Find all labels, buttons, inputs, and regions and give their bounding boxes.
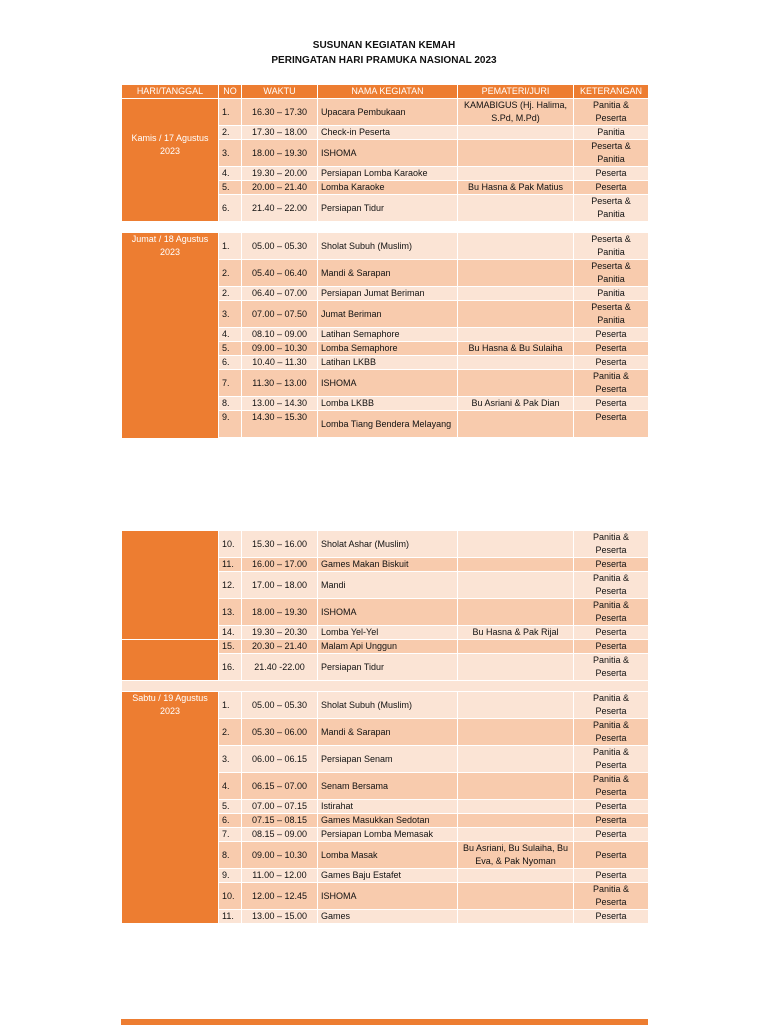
cell-waktu: 16.00 – 17.00: [242, 558, 318, 572]
cell-no: 2.: [219, 287, 242, 301]
schedule-table-page-2: [121, 530, 649, 924]
header-nama-kegiatan: NAMA KEGIATAN: [318, 85, 458, 99]
cell-waktu: 14.30 – 15.30: [242, 411, 318, 438]
cell-keterangan: Peserta & Panitia: [574, 260, 649, 287]
table-row: [122, 233, 649, 260]
cell-no: 9.: [219, 869, 242, 883]
cell-waktu: 11.30 – 13.00: [242, 370, 318, 397]
cell-pemateri: [458, 558, 574, 572]
cell-pemateri: [458, 140, 574, 167]
cell-keterangan: Panitia & Peserta: [574, 531, 649, 558]
cell-no: 1.: [219, 692, 242, 719]
cell-pemateri: Bu Hasna & Bu Sulaiha: [458, 342, 574, 356]
cell-no: 7.: [219, 828, 242, 842]
cell-pemateri: KAMABIGUS (Hj. Halima, S.Pd, M.Pd): [458, 99, 574, 126]
cell-waktu: 05.00 – 05.30: [242, 692, 318, 719]
cell-keterangan: Panitia & Peserta: [574, 883, 649, 910]
cell-kegiatan: Persiapan Lomba Memasak: [318, 828, 458, 842]
cell-pemateri: [458, 370, 574, 397]
cell-kegiatan: Persiapan Tidur: [318, 654, 458, 681]
cell-waktu: 15.30 – 16.00: [242, 531, 318, 558]
cell-kegiatan: Lomba Masak: [318, 842, 458, 869]
cell-pemateri: [458, 599, 574, 626]
cell-keterangan: Panitia & Peserta: [574, 773, 649, 800]
cell-kegiatan: Mandi: [318, 572, 458, 599]
day-cell-jumat-continued-2: [122, 640, 219, 681]
header-no: NO: [219, 85, 242, 99]
cell-pemateri: [458, 910, 574, 924]
cell-waktu: 06.40 – 07.00: [242, 287, 318, 301]
cell-waktu: 19.30 – 20.00: [242, 167, 318, 181]
cell-waktu: 20.00 – 21.40: [242, 181, 318, 195]
cell-keterangan: Peserta: [574, 626, 649, 640]
cell-kegiatan: Persiapan Jumat Beriman: [318, 287, 458, 301]
header-keterangan: KETERANGAN: [574, 85, 649, 99]
cell-no: 4.: [219, 328, 242, 342]
cell-keterangan: Peserta: [574, 181, 649, 195]
cell-waktu: 17.30 – 18.00: [242, 126, 318, 140]
cell-no: 4.: [219, 167, 242, 181]
cell-no: 10.: [219, 883, 242, 910]
cell-waktu: 06.15 – 07.00: [242, 773, 318, 800]
cell-kegiatan: Sholat Subuh (Muslim): [318, 692, 458, 719]
cell-no: 3.: [219, 140, 242, 167]
cell-no: 5.: [219, 181, 242, 195]
table-row: [122, 531, 649, 558]
cell-no: 1.: [219, 233, 242, 260]
cell-no: 14.: [219, 626, 242, 640]
cell-waktu: 05.00 – 05.30: [242, 233, 318, 260]
cell-pemateri: [458, 287, 574, 301]
cell-keterangan: Peserta & Panitia: [574, 301, 649, 328]
table-row: [122, 99, 649, 126]
cell-pemateri: [458, 572, 574, 599]
cell-waktu: 07.00 – 07.15: [242, 800, 318, 814]
cell-pemateri: [458, 195, 574, 222]
cell-keterangan: Peserta & Panitia: [574, 140, 649, 167]
cell-keterangan: Peserta: [574, 910, 649, 924]
cell-no: 10.: [219, 531, 242, 558]
cell-pemateri: [458, 883, 574, 910]
cell-waktu: 13.00 – 14.30: [242, 397, 318, 411]
cell-keterangan: Peserta: [574, 842, 649, 869]
cell-pemateri: [458, 773, 574, 800]
cell-kegiatan: Persiapan Tidur: [318, 195, 458, 222]
cell-kegiatan: Lomba LKBB: [318, 397, 458, 411]
cell-waktu: 19.30 – 20.30: [242, 626, 318, 640]
cell-pemateri: [458, 869, 574, 883]
cell-waktu: 09.00 – 10.30: [242, 342, 318, 356]
cell-pemateri: [458, 233, 574, 260]
cell-kegiatan: Lomba Tiang Bendera Melayang: [318, 411, 458, 438]
cell-keterangan: Peserta: [574, 411, 649, 438]
day-cell-jumat-continued: [122, 531, 219, 640]
cell-keterangan: Panitia & Peserta: [574, 370, 649, 397]
table-header-row: [122, 85, 649, 99]
cell-no: 15.: [219, 640, 242, 654]
cell-pemateri: [458, 356, 574, 370]
day-cell-jumat: Jumat / 18 Agustus 2023: [122, 233, 219, 439]
cell-pemateri: [458, 800, 574, 814]
schedule-table-page-1: [121, 84, 649, 439]
cell-pemateri: [458, 719, 574, 746]
cell-kegiatan: Upacara Pembukaan: [318, 99, 458, 126]
cell-waktu: 08.15 – 09.00: [242, 828, 318, 842]
cell-kegiatan: Games: [318, 910, 458, 924]
cell-kegiatan: Mandi & Sarapan: [318, 260, 458, 287]
cell-waktu: 12.00 – 12.45: [242, 883, 318, 910]
cell-keterangan: Peserta: [574, 356, 649, 370]
cell-no: 2.: [219, 719, 242, 746]
cell-no: 3.: [219, 746, 242, 773]
cell-kegiatan: ISHOMA: [318, 370, 458, 397]
cell-kegiatan: Games Masukkan Sedotan: [318, 814, 458, 828]
cell-pemateri: [458, 126, 574, 140]
cell-pemateri: Bu Asriani, Bu Sulaiha, Bu Eva, & Pak Nyoman: [458, 842, 574, 869]
cell-kegiatan: Games Baju Estafet: [318, 869, 458, 883]
cell-no: 7.: [219, 370, 242, 397]
cell-kegiatan: ISHOMA: [318, 883, 458, 910]
cell-pemateri: [458, 654, 574, 681]
next-page-table-edge: [121, 1019, 648, 1025]
cell-kegiatan: Istirahat: [318, 800, 458, 814]
cell-waktu: 13.00 – 15.00: [242, 910, 318, 924]
cell-waktu: 06.00 – 06.15: [242, 746, 318, 773]
cell-waktu: 10.40 – 11.30: [242, 356, 318, 370]
cell-kegiatan: Latihan Semaphore: [318, 328, 458, 342]
cell-no: 6.: [219, 814, 242, 828]
cell-pemateri: [458, 328, 574, 342]
cell-no: 9.: [219, 411, 242, 438]
document-title: SUSUNAN KEGIATAN KEMAH: [312, 40, 456, 51]
cell-pemateri: Bu Asriani & Pak Dian: [458, 397, 574, 411]
cell-pemateri: [458, 692, 574, 719]
cell-pemateri: [458, 260, 574, 287]
document-subtitle: PERINGATAN HARI PRAMUKA NASIONAL 2023: [271, 55, 497, 66]
cell-no: 6.: [219, 195, 242, 222]
cell-waktu: 11.00 – 12.00: [242, 869, 318, 883]
cell-keterangan: Peserta: [574, 167, 649, 181]
cell-keterangan: Peserta: [574, 397, 649, 411]
cell-keterangan: Peserta & Panitia: [574, 233, 649, 260]
day-cell-sabtu: Sabtu / 19 Agustus 2023: [122, 692, 219, 924]
cell-keterangan: Peserta & Panitia: [574, 195, 649, 222]
cell-keterangan: Panitia & Peserta: [574, 572, 649, 599]
cell-pemateri: [458, 640, 574, 654]
cell-kegiatan: Sholat Ashar (Muslim): [318, 531, 458, 558]
cell-pemateri: [458, 167, 574, 181]
cell-pemateri: [458, 411, 574, 438]
cell-kegiatan: Lomba Yel-Yel: [318, 626, 458, 640]
cell-waktu: 05.30 – 06.00: [242, 719, 318, 746]
header-waktu: WAKTU: [242, 85, 318, 99]
cell-pemateri: [458, 828, 574, 842]
cell-keterangan: Panitia & Peserta: [574, 99, 649, 126]
cell-kegiatan: Lomba Karaoke: [318, 181, 458, 195]
cell-kegiatan: Latihan LKBB: [318, 356, 458, 370]
cell-keterangan: Panitia & Peserta: [574, 599, 649, 626]
cell-keterangan: Peserta: [574, 828, 649, 842]
cell-no: 2.: [219, 126, 242, 140]
cell-keterangan: Peserta: [574, 640, 649, 654]
cell-no: 12.: [219, 572, 242, 599]
cell-waktu: 05.40 – 06.40: [242, 260, 318, 287]
cell-keterangan: Panitia & Peserta: [574, 654, 649, 681]
cell-waktu: 18.00 – 19.30: [242, 599, 318, 626]
cell-pemateri: [458, 746, 574, 773]
cell-no: 5.: [219, 800, 242, 814]
table-row: [122, 640, 649, 654]
cell-keterangan: Panitia: [574, 287, 649, 301]
cell-no: 6.: [219, 356, 242, 370]
cell-no: 11.: [219, 558, 242, 572]
cell-no: 1.: [219, 99, 242, 126]
cell-keterangan: Peserta: [574, 342, 649, 356]
cell-kegiatan: Sholat Subuh (Muslim): [318, 233, 458, 260]
cell-no: 13.: [219, 599, 242, 626]
cell-keterangan: Panitia & Peserta: [574, 692, 649, 719]
cell-pemateri: [458, 531, 574, 558]
cell-pemateri: [458, 814, 574, 828]
cell-kegiatan: Check-in Peserta: [318, 126, 458, 140]
cell-waktu: 17.00 – 18.00: [242, 572, 318, 599]
cell-keterangan: Panitia & Peserta: [574, 746, 649, 773]
cell-keterangan: Panitia & Peserta: [574, 719, 649, 746]
cell-waktu: 16.30 – 17.30: [242, 99, 318, 126]
cell-no: 4.: [219, 773, 242, 800]
cell-no: 8.: [219, 842, 242, 869]
cell-no: 16.: [219, 654, 242, 681]
spacer-row: [122, 222, 649, 233]
cell-keterangan: Panitia: [574, 126, 649, 140]
cell-no: 11.: [219, 910, 242, 924]
cell-kegiatan: Jumat Beriman: [318, 301, 458, 328]
cell-kegiatan: Persiapan Senam: [318, 746, 458, 773]
cell-waktu: 07.15 – 08.15: [242, 814, 318, 828]
cell-pemateri: Bu Hasna & Pak Rijal: [458, 626, 574, 640]
cell-keterangan: Peserta: [574, 814, 649, 828]
cell-waktu: 21.40 -22.00: [242, 654, 318, 681]
cell-pemateri: [458, 301, 574, 328]
cell-kegiatan: Malam Api Unggun: [318, 640, 458, 654]
cell-kegiatan: Senam Bersama: [318, 773, 458, 800]
cell-waktu: 21.40 – 22.00: [242, 195, 318, 222]
cell-no: 8.: [219, 397, 242, 411]
cell-waktu: 08.10 – 09.00: [242, 328, 318, 342]
cell-keterangan: Peserta: [574, 328, 649, 342]
cell-keterangan: Peserta: [574, 869, 649, 883]
cell-kegiatan: Mandi & Sarapan: [318, 719, 458, 746]
cell-no: 5.: [219, 342, 242, 356]
header-hari-tanggal: HARI/TANGGAL: [122, 85, 219, 99]
cell-waktu: 09.00 – 10.30: [242, 842, 318, 869]
table-row: [122, 692, 649, 719]
day-cell-kamis: Kamis / 17 Agustus 2023: [122, 99, 219, 222]
cell-waktu: 18.00 – 19.30: [242, 140, 318, 167]
cell-waktu: 20.30 – 21.40: [242, 640, 318, 654]
cell-kegiatan: ISHOMA: [318, 140, 458, 167]
cell-no: 3.: [219, 301, 242, 328]
header-pemateri-juri: PEMATERI/JURI: [458, 85, 574, 99]
cell-no: 2.: [219, 260, 242, 287]
cell-kegiatan: ISHOMA: [318, 599, 458, 626]
spacer-row: [122, 681, 649, 692]
cell-waktu: 07.00 – 07.50: [242, 301, 318, 328]
cell-keterangan: Peserta: [574, 800, 649, 814]
cell-kegiatan: Lomba Semaphore: [318, 342, 458, 356]
cell-pemateri: Bu Hasna & Pak Matius: [458, 181, 574, 195]
cell-kegiatan: Games Makan Biskuit: [318, 558, 458, 572]
cell-keterangan: Peserta: [574, 558, 649, 572]
cell-kegiatan: Persiapan Lomba Karaoke: [318, 167, 458, 181]
